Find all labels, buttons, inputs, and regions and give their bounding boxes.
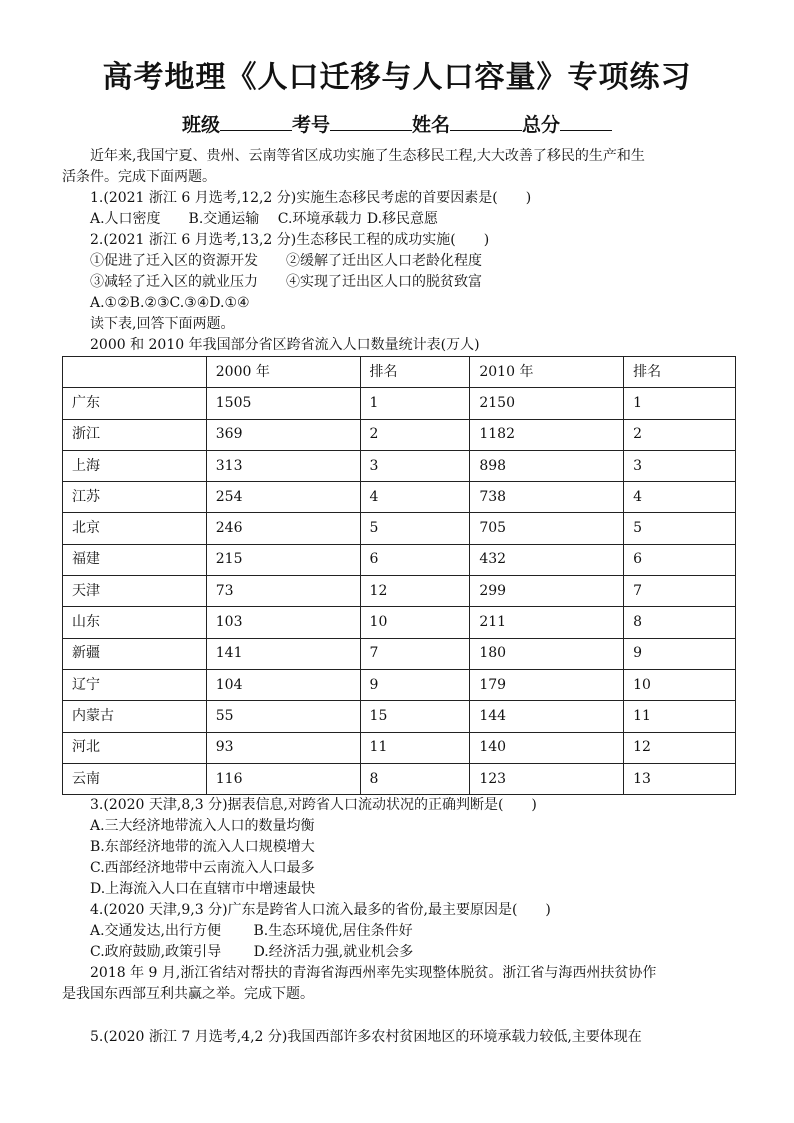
- table-cell: 898: [470, 450, 624, 481]
- table-cell: 738: [470, 482, 624, 513]
- intro-paragraph-3-line-2: 是我国东西部互利共赢之举。完成下题。: [62, 986, 314, 1003]
- intro-paragraph-2: 读下表,回答下面两题。: [90, 316, 235, 332]
- table-cell: 河北: [63, 732, 207, 763]
- table-row: [63, 576, 736, 607]
- table-row: [63, 544, 736, 575]
- table-cell: 1182: [470, 419, 624, 450]
- question-5-stem: 5.(2020 浙江 7 月选考,4,2 分)我国西部许多农村贫困地区的环境承载力较低,主要体现在: [90, 1029, 642, 1046]
- table-cell: 9: [360, 669, 470, 700]
- question-3-option-b: B.东部经济地带的流入人口规模增大: [90, 839, 315, 856]
- question-4-options-2: C.政府鼓励,政策引导 D.经济活力强,就业机会多: [90, 944, 414, 961]
- table-cell: 8: [360, 763, 470, 794]
- table-cell: 云南: [63, 763, 207, 794]
- table-cell: 3: [624, 450, 736, 481]
- table-cell: 12: [624, 732, 736, 763]
- table-cell: 15: [360, 701, 470, 732]
- question-3-option-d: D.上海流入人口在直辖市中增速最快: [90, 881, 316, 898]
- intro-paragraph-1-line-1: 近年来,我国宁夏、贵州、云南等省区成功实施了生态移民工程,大大改善了移民的生产和生: [90, 148, 645, 164]
- question-1-stem: 1.(2021 浙江 6 月选考,12,2 分)实施生态移民考虑的首要因素是( ): [90, 190, 532, 206]
- table-cell: 369: [206, 419, 360, 450]
- name-blank[interactable]: [450, 112, 522, 131]
- table-header-cell: 排名: [624, 357, 736, 388]
- table-cell: 7: [360, 638, 470, 669]
- table-header-cell: 2000 年: [206, 357, 360, 388]
- table-cell: 辽宁: [63, 669, 207, 700]
- table-cell: 2: [624, 419, 736, 450]
- table-cell: 北京: [63, 513, 207, 544]
- question-2-options: A.①②B.②③C.③④D.①④: [90, 295, 250, 311]
- question-3-option-c: C.西部经济地带中云南流入人口最多: [90, 860, 315, 877]
- table-cell: 山东: [63, 607, 207, 638]
- table-cell: 4: [360, 482, 470, 513]
- table-cell: 1505: [206, 388, 360, 419]
- id-label: 考号: [291, 114, 330, 136]
- table-cell: 140: [470, 732, 624, 763]
- table-cell: 141: [206, 638, 360, 669]
- table-cell: 123: [470, 763, 624, 794]
- table-cell: 432: [470, 544, 624, 575]
- table-cell: 103: [206, 607, 360, 638]
- table-cell: 2: [360, 419, 470, 450]
- migration-stats-table: [62, 356, 736, 795]
- score-label: 总分: [522, 114, 561, 136]
- table-cell: 116: [206, 763, 360, 794]
- table-cell: 3: [360, 450, 470, 481]
- intro-paragraph-1-line-2: 活条件。完成下面两题。: [62, 169, 216, 185]
- table-cell: 144: [470, 701, 624, 732]
- table-cell: 104: [206, 669, 360, 700]
- id-blank[interactable]: [330, 112, 412, 131]
- table-row: [63, 450, 736, 481]
- table-cell: 246: [206, 513, 360, 544]
- page-title: 高考地理《人口迁移与人口容量》专项练习: [102, 60, 692, 95]
- question-4-stem: 4.(2020 天津,9,3 分)广东是跨省人口流入最多的省份,最主要原因是( ): [90, 902, 551, 919]
- table-header-cell: [63, 357, 207, 388]
- table-row: [63, 513, 736, 544]
- table-cell: 10: [360, 607, 470, 638]
- table-cell: 12: [360, 576, 470, 607]
- table-row: [63, 763, 736, 794]
- question-4-options-1: A.交通发达,出行方便 B.生态环境优,居住条件好: [90, 923, 413, 940]
- table-row: [63, 638, 736, 669]
- table-header-cell: 2010 年: [470, 357, 624, 388]
- question-3-option-a: A.三大经济地带流入人口的数量均衡: [90, 818, 315, 835]
- table-cell: 广东: [63, 388, 207, 419]
- table-row: [63, 482, 736, 513]
- table-cell: 4: [624, 482, 736, 513]
- table-cell: 天津: [63, 576, 207, 607]
- table-header-cell: 排名: [360, 357, 470, 388]
- table-cell: 254: [206, 482, 360, 513]
- student-info-line: [0, 112, 794, 138]
- table-cell: 1: [360, 388, 470, 419]
- table-cell: 6: [624, 544, 736, 575]
- intro-paragraph-3-line-1: 2018 年 9 月,浙江省结对帮扶的青海省海西州率先实现整体脱贫。浙江省与海西州扶贫协作: [90, 965, 657, 982]
- table-row: [63, 607, 736, 638]
- table-body: [63, 357, 736, 795]
- spacer: [62, 1005, 738, 1027]
- table-cell: 7: [624, 576, 736, 607]
- table-cell: 211: [470, 607, 624, 638]
- table-cell: 180: [470, 638, 624, 669]
- table-cell: 10: [624, 669, 736, 700]
- table-caption: 2000 和 2010 年我国部分省区跨省流入人口数量统计表(万人): [90, 337, 480, 353]
- table-cell: 11: [624, 701, 736, 732]
- table-cell: 5: [624, 513, 736, 544]
- table-cell: 93: [206, 732, 360, 763]
- table-row: [63, 669, 736, 700]
- table-cell: 215: [206, 544, 360, 575]
- table-row: [63, 732, 736, 763]
- table-cell: 705: [470, 513, 624, 544]
- table-cell: 浙江: [63, 419, 207, 450]
- table-cell: 上海: [63, 450, 207, 481]
- table-cell: 55: [206, 701, 360, 732]
- question-1-options: A.人口密度 B.交通运输 C.环境承载力 D.移民意愿: [90, 211, 439, 227]
- table-cell: 179: [470, 669, 624, 700]
- question-3-stem: 3.(2020 天津,8,3 分)据表信息,对跨省人口流动状况的正确判断是( ): [90, 797, 537, 814]
- table-cell: 1: [624, 388, 736, 419]
- table-row: [63, 701, 736, 732]
- table-cell: 内蒙古: [63, 701, 207, 732]
- table-cell: 13: [624, 763, 736, 794]
- table-cell: 299: [470, 576, 624, 607]
- class-blank[interactable]: [220, 112, 292, 131]
- table-cell: 福建: [63, 544, 207, 575]
- table-cell: 江苏: [63, 482, 207, 513]
- question-2-statements-2: ③减轻了迁入区的就业压力 ④实现了迁出区人口的脱贫致富: [90, 274, 482, 290]
- exam-content: [62, 146, 738, 1048]
- class-label: 班级: [181, 114, 220, 136]
- table-cell: 新疆: [63, 638, 207, 669]
- table-cell: 313: [206, 450, 360, 481]
- table-row: [63, 388, 736, 419]
- name-label: 姓名: [412, 114, 451, 136]
- table-cell: 11: [360, 732, 470, 763]
- table-cell: 73: [206, 576, 360, 607]
- question-2-statements-1: ①促进了迁入区的资源开发 ②缓解了迁出区人口老龄化程度: [90, 253, 482, 269]
- score-blank[interactable]: [560, 112, 612, 131]
- table-row: [63, 419, 736, 450]
- table-cell: 5: [360, 513, 470, 544]
- table-cell: 2150: [470, 388, 624, 419]
- question-2-stem: 2.(2021 浙江 6 月选考,13,2 分)生态移民工程的成功实施( ): [90, 232, 490, 248]
- table-cell: 8: [624, 607, 736, 638]
- table-header-row: [63, 357, 736, 388]
- table-cell: 6: [360, 544, 470, 575]
- table-cell: 9: [624, 638, 736, 669]
